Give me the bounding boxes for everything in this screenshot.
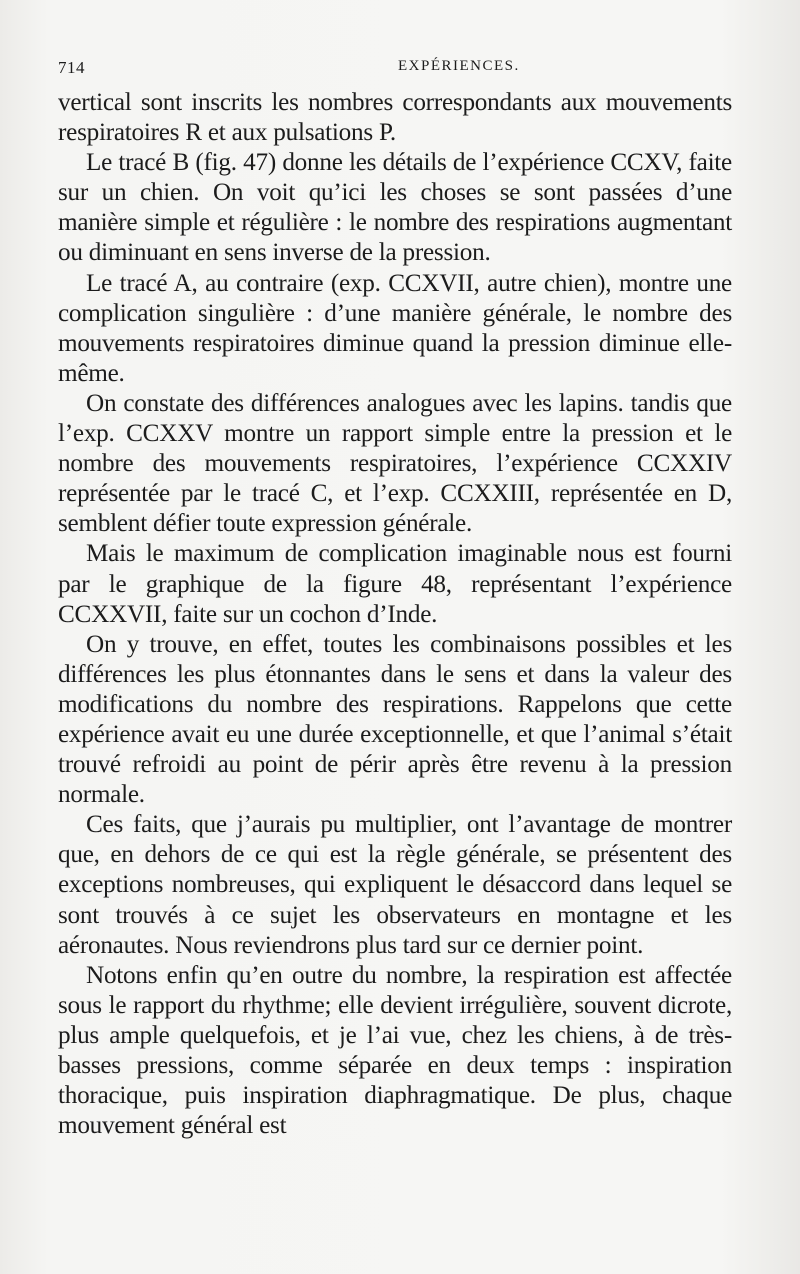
paragraph-rhythm: Notons enfin qu’en outre du nombre, la respiration est affectée sous le rapport du rhythme; elle devient irrégulière, souvent dicrote, plus ample quelquefois, et je l’ai vue, chez les chiens, à de très-basses pressions, comme séparée en deux temps : inspiration thoracique, puis inspiration diaphragmatique. De plus, chaque mouvement général est	[58, 961, 732, 1140]
paragraph-trace-b: Le tracé B (fig. 47) donne les détails de l’expérience CCXV, faite sur un chien. On voit qu’ici les choses se sont passées d’une manière simple et régulière : le nombre des respirations augmentant ou diminuant en sens inverse de la pression.	[58, 149, 732, 267]
running-head: EXPÉRIENCES.	[398, 58, 520, 74]
paragraph-combinations: On y trouve, en effet, toutes les combinaisons possibles et les différences les plus étonnantes dans le sens et dans la valeur des modifications du nombre des respirations. Rappelons que cette expérience avait eu une durée exceptionnelle, et que l’animal s’était trouvé refroidi au point de périr après être revenu à la pression normale.	[58, 630, 732, 809]
paragraph-maximum-complication: Mais le maximum de complication imaginable nous est fourni par le graphique de la figure 48, représentant l’expérience CCXXVII, faite sur un cochon d’Inde.	[58, 540, 732, 628]
page-header	[58, 58, 734, 82]
paragraph-rabbits: On constate des différences analogues avec les lapins. tandis que l’exp. CCXXV montre un rapport simple entre la pression et le nombre des mouvements respiratoires, l’expérience CCXXIV représentée par le tracé C, et l’exp. CCXXIII, représentée en D, semblent défier toute expression générale.	[58, 389, 732, 538]
page-number: 714	[58, 58, 85, 77]
paragraph-trace-a: Le tracé A, au contraire (exp. CCXVII, autre chien), montre une complication singulière : d’une manière générale, le nombre des mouvements respiratoires diminue quand la pression diminue elle-même.	[58, 269, 732, 387]
paragraph-continuation: vertical sont inscrits les nombres correspondants aux mouvements respiratoires R et aux pulsations P.	[58, 89, 732, 147]
paragraph-facts: Ces faits, que j’aurais pu multiplier, ont l’avantage de montrer que, en dehors de ce qui est la règle générale, se présentent des exceptions nombreuses, qui expliquent le désaccord dans lequel se sont trouvés à ce sujet les observateurs en montagne et les aéronautes. Nous reviendrons plus tard sur ce dernier point.	[58, 811, 732, 959]
body-text	[58, 88, 732, 1141]
